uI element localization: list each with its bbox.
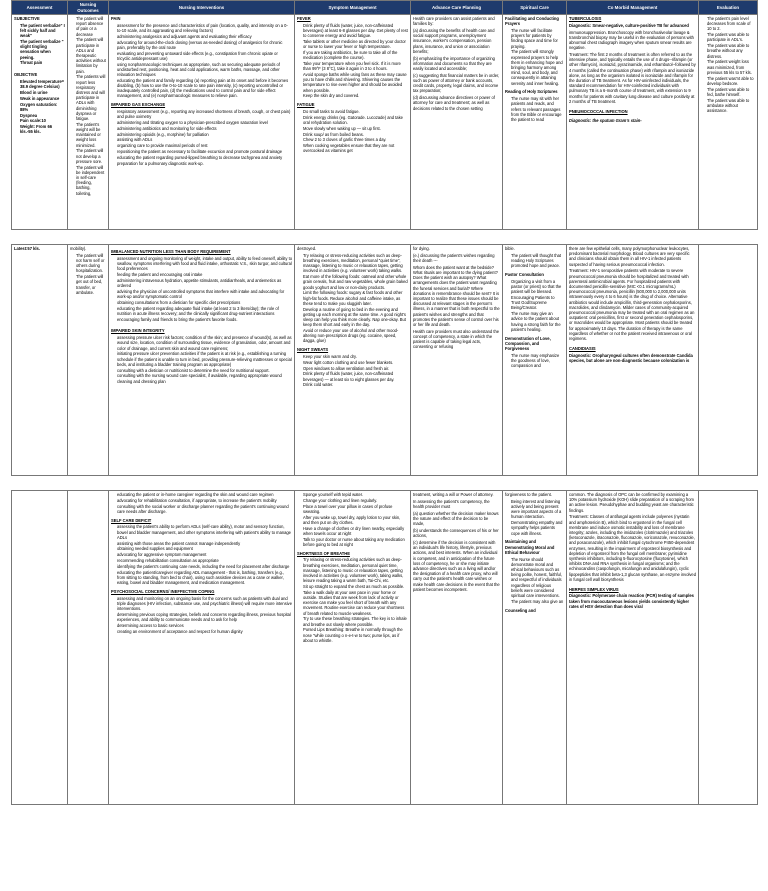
list-item: • educating the patient and family regarding (a) reporting pain at its onset and before it becomes disabling, (b) how to use the 0-to-10 scale to rate pain intensity, (c) reporting uncontrolled or inadequately controlled pain, (d) the medications used to control pain and for side effect management, and (e) nonpharmacologic measures to relieve pain. — [117, 78, 292, 99]
list-item: • Pain scale:10 — [20, 118, 65, 123]
list-item: • educating the patient/caregiver regarding ADL management - that is, bathing, transfers (e.g., from sitting to standing, from bed to chair), using such assistive devices as a cane or walker, eating, bowel and bladder management, and medication management. — [117, 570, 292, 586]
list-item: • Take your temperature when you feel sick. If it is more than 99°F (3 8°C), take it again in 3 to 4 hours. — [303, 61, 408, 71]
list-item: • Weight: From 66 kls.-55 kls. — [20, 124, 65, 134]
list-item: • advocating for rehabilitation consultation, if appropriate, to increase the patient's mobility — [117, 498, 292, 503]
list-item: • The nurse will facilitate prayers for patients by finding space and time for praying. — [511, 28, 564, 49]
list-item: • identifying the patient's continuing care needs, including the need for placement after discharge — [117, 564, 292, 569]
section-title: TUBERCULOSIS — [569, 16, 602, 21]
list-item: • Change your clothing and linen regularly. — [303, 498, 408, 503]
list-item: • The Nurse should demonstrate moral and ethical behaviours such as being polite, honest, faithful, and respectful of individuals regardless of religious beliefs were considered spiritual care interventions. — [511, 557, 564, 599]
assessment-cell — [12, 15, 68, 230]
comorbid-cell — [567, 245, 699, 476]
header-spiritual: Spiritual Care — [503, 1, 567, 15]
list-item: • assisting with those areas the patient cannot manage independently — [117, 541, 292, 546]
list-item: • advocating for aggressive symptom management — [117, 552, 292, 557]
list-item: • The patient was able to ambulate without assistance. — [707, 98, 755, 114]
section-title: IMPAIRED GAS EXCHANGE — [111, 102, 166, 108]
paragraph: Treatment: Classes of antifungal agents include polyenes (nystatin and amphotericin B), which bind to ergosterol in the fungal cell membrane and induce osmotic instability and loss of membrane integrity; azoles, including the imidazoles (clotrimazole) and triazoles (ketoconazole, itraconazole, fluconazole, voriconazole, revuconazole, and posaconazole), which inhibit fungal cytochrome P450-dependent enzymes, resulting in the impairment of ergosterol biosynthesis and depletion of ergosterol from the fungal cell membrane; pyrimidine synthesis inhibitors, including 5-fluorocytosine (flucytosine), which inhibits DNA and RNA synthesis in fungal organisms; and the echinocandins (caspofungin, micafungin and anidulafungin), cyclic lipopeptides that inhibit beta-1,3 glucan synthase, an enzyme involved in fungal cell wall biosynthesis — [569, 514, 696, 582]
list-item: • When cooking vegetables ensure that they are not overcooked as vitamins get — [303, 143, 408, 153]
interventions-cell — [109, 245, 295, 476]
list-item: • organizing care to provide maximal periods of rest — [117, 143, 292, 148]
list-item: • The patient will not develop a pressure sore. — [76, 148, 106, 164]
evaluation-cell — [699, 245, 758, 476]
spiritual-cell — [503, 245, 567, 476]
list-item: • The patient was'nt able to develop bedsore. — [707, 76, 755, 86]
comorbid-cell — [567, 15, 699, 230]
list-item: • Sponge yourself with tepid water. — [303, 492, 408, 497]
list-item: • Blood in urine — [20, 90, 65, 95]
paragraph: destroyed. — [297, 246, 317, 251]
list-item: • Place a towel over your pillow in cases of profuse sweating. — [303, 504, 408, 514]
acp-cell — [411, 245, 503, 476]
list-item: • The patient's pain level decreases from scale of 10 to 2. — [707, 16, 755, 32]
list-item: • Try relaxing or stress-reducing activities such as deep-breathing exercises, meditation, personal quiet time, massage, listening to music or relaxation tapes, getting involved in activities (e.g. volunteer work), taking walks, leisure reading taking a warm bath, Tai-Chi, etc. — [303, 557, 408, 583]
section-title: Reading of Holy Scriptures — [505, 89, 558, 95]
assessment-cell — [12, 245, 68, 476]
symptom-cell — [295, 491, 411, 805]
header-interventions: Nursing Interventions — [109, 1, 295, 15]
list-item: • Talk to your doctor or nurse about taking any medication before going to bed at night — [303, 537, 408, 547]
list-item: • Limit the following foods: sugary & fast foods and other high-fat foods. Reduce alcohol and caffeine intake, as these tend to make you sluggish later. — [303, 290, 408, 306]
section-title: SHORTNESS OF BREATHE — [297, 550, 350, 556]
list-item: • consulting with a dietician or nutritionist to determine the need for nutritional support. — [117, 368, 292, 373]
paragraph: Health care providers must also understand the concept of competency, a state in which the patient is capable of taking legal acts, consenting or refusing — [413, 328, 500, 350]
paragraph: (b) understands the consequences of his or her actions, — [413, 528, 499, 539]
evaluation-cell — [699, 15, 758, 230]
objective-label: OBJECTIVE — [14, 72, 38, 78]
section-title: IMPAIRED SKIN INTEGRITY — [111, 328, 165, 334]
list-item: • assessment for the presence and characteristics of pain (location, quality, and intensity on a 0-to-10 scale, and its aggravating and relieving factors) — [117, 23, 292, 33]
paragraph: (b) emphasizing the importance of organizing information and documents so that they are easily located and accessible; — [413, 55, 495, 72]
header-comorbid: Co Morbid Management — [567, 1, 699, 15]
header-outcomes: Nursing Outcomes — [68, 1, 109, 15]
list-item: • consulting with the social worker or discharge planner regarding the patient's continuing wound care needs after discharge. — [117, 504, 292, 514]
outcomes-cell — [68, 245, 109, 476]
list-item: • respiratory assessment (e.g., reporting any increased shortness of breath, cough, or chest pain) and pulse oximetry — [117, 109, 292, 119]
symptom-cell — [295, 15, 411, 230]
header-row — [12, 1, 758, 15]
list-item: • administering opioids (e.g., morphine) for palliation — [117, 132, 292, 137]
list-item: • encouraging family and friends to bring the patient's favorite foods. — [117, 317, 292, 322]
paragraph: (c) suggesting that financial matters be in order, such as power of attorney or bank accounts, credit cards, property, legal claims, and income tax preparation; — [413, 72, 500, 94]
section-title: CANDIDIASIS — [569, 345, 596, 351]
list-item: • feeding the patient and encouraging oral intake — [117, 272, 292, 277]
section-title: FEVER — [297, 16, 311, 21]
list-item: • The nurse may emphasize the goodness of love, compassion and — [511, 353, 564, 369]
list-item: • assessing the patient's ability to perform ADLs (self-care ability), motor and sensory function, bowel and bladder management, and other symptoms interfering with patient's ability to manage ADLs — [117, 524, 292, 540]
paragraph: In assessing the patient's competency, the health provider must — [413, 498, 490, 509]
header-assessment: Assessment — [12, 1, 68, 15]
list-item: • The patient will not harm self or others during hospitalization. — [76, 253, 106, 274]
list-item: • Drink plenty of fluids (water, juice, non-caffeinated beverages) at least 6-8 glasses per day. Get plenty of rest to conserve energy and avoid fatigue. — [303, 23, 408, 39]
section-title: Pastor Consultation — [505, 272, 544, 277]
list-item: • Weak in appearance — [20, 96, 65, 101]
list-item: • Sit up straight to expand the chest as much as possible. — [303, 584, 408, 589]
list-item: • Wear light cotton clothing and use fewer blankets. — [303, 360, 408, 365]
list-item: • educating the patient regarding adequate fluid intake (at least 2 to 3 liters/day); the role of nutrition in acute illness recovery; and the clinically significant drug-nutrient interactions — [117, 306, 292, 316]
section-title: Facilitating and Conducting Prayers — [505, 16, 559, 27]
list-item: • Have a change of clothes or dry linen nearby, especially when towels occur at night — [303, 526, 408, 536]
paragraph: Latest:57 kls. — [14, 246, 40, 251]
paragraph: mobility). — [70, 246, 87, 251]
list-item: • evaluating and preventing untoward side effects (e.g., constipation from chronic opiate or tricyclic antidepressant use) — [117, 51, 292, 61]
list-item: • Keep your skin warm and dry. — [303, 354, 408, 359]
table-row — [12, 491, 758, 805]
list-item: • The patient verbalize " slight tingling sensation when peeing. — [20, 39, 65, 60]
evaluation-cell — [699, 491, 758, 805]
list-item: • The patient was able to participate in ADL's. — [707, 32, 755, 42]
list-item: • Dyspnea — [20, 113, 65, 118]
paragraph: forgiveness to the patient. — [505, 492, 552, 497]
list-item: • Open windows to allow ventilation and fresh air. — [303, 366, 408, 371]
list-item: • Take a walk daily at your own pace in your home or outside. Studies that are week from lack of activity or exercise can make you feel short of breath with any movement. Routine exercise can reduce your shortness of breath related to muscle weakness. — [303, 590, 408, 616]
paragraph: Whom does the patient want at the bedside? What rituals are important to the dying patient? Does the patient wish an autopsy? What arrangements does the patient want regarding the funeral services and burial? Where donations in remembrance should be sent? It is important to realize that these issues should be discussed at relevant stages in the person's illness, in a manner that is both respectful to the patient's wishes and strengths and that promotes the patient's sense of control over his or her life and death. — [413, 264, 500, 328]
list-item: • Pursed Lips Breathing: Breathe in normally through the nose "while counting o n-e-t-w to two; purse lips, as if about to whistle. — [303, 627, 408, 643]
list-item: • Keep the skin dry and covered. — [303, 93, 408, 98]
list-item: • Drink soup/ as from boiled beans. — [303, 132, 408, 137]
paragraph: (e.) discussing the patient's wishes regarding their death --- — [413, 252, 495, 263]
list-item: • Avoid or reduce your use of alcohol and other mood-altering non-prescription drugs (eg. cocaine, speed, dagga, glue) — [303, 328, 408, 344]
list-item: • The nurse may give an advice to the patient about having a strong faith for the patient's healing. — [511, 311, 564, 332]
list-item: • The patient was able to fed, bathe himself. — [707, 87, 755, 97]
acp-cell — [411, 491, 503, 805]
list-item: • Try to use these breathing strategies. The key is to inhale and breathe out slowly where possible. — [303, 616, 408, 626]
list-item: • The patient verbalize" I felt sickly half and weak" — [20, 23, 65, 39]
section-title: FATIGUE — [297, 102, 315, 108]
section-title: NIGHT SWEATS — [297, 347, 329, 353]
paragraph: Treatment: HIV-1 seropositive patients with moderate to severe pneumococcal pneumonia should be hospitalized and treated with parenteral antimicrobial agents. For hospitalized patients with documented penicillin-sensitive (MIC <0.1 micrograms/mL) pneumococcal pneumonia, penicillin (500,000 to 2,000,000 units intravenously every 4 to 6 hours) is the drug of choice. Alternative antibiotics would include ampicillin, third-generation cephalosporins, macrolides, and clindamycin. Milder cases of community-acquired pneumococcal pneumonia may be treated with an oral regimen as an outpatient: oral penicillins, first or second generation cephalosporins, or macrolides would be appropriate. Most patients should be treated for approximately 10 days. The duration of therapy is the same regardless of whether or not the patient received intravenous or oral regimens. — [569, 268, 695, 342]
spiritual-cell — [503, 491, 567, 805]
list-item: • Move slowly when waking up — sit up first. — [303, 126, 408, 131]
list-item: • assessment and ongoing monitoring of weight, intake and output, ability to feed oneself, ability to swallow, symptoms interfering with food and fluid intake, orthostatic V.S., skin turgor, and cultural food preferences — [117, 256, 292, 272]
paragraph: immunosuppression. Bronchoscopy with bronchoalveolar lavage & transbronchial biopsy may be useful in the evaluation of persons with abnormal chest radiograph imagery when sputum smear results are negative. — [569, 29, 694, 51]
list-item: • preparation for a pulmonary diagnostic work-up. — [117, 161, 292, 166]
list-item: • recommending rehabilitation consultation as appropriate — [117, 558, 292, 563]
list-item: • After you wake up, towel dry, apply lotion to your skin, and then put on dry clothes. — [303, 515, 408, 525]
list-item: • consulting with the nursing wound care specialist, if available, regarding appropriate wound cleaning and dressing plan — [117, 373, 292, 383]
header-acp: Advance Care Planning — [411, 1, 503, 15]
list-item: • The patient weight loss was minimized, from previous 55 kls to 57 kls. — [707, 59, 755, 75]
section-title: PSYCHOSOCIAL CONCERNS/ INEFFECTIVE COPING — [111, 588, 215, 594]
list-item: • Drink cold water. — [303, 382, 408, 387]
list-item: • The patient will participate in ADLs and therapeutic activities without limitation by pain. — [76, 37, 106, 73]
subjective-label: SUBJECTIVE — [14, 16, 40, 21]
list-item: • administering and titrating oxygen to a physician-prescribed oxygen saturation level — [117, 120, 292, 125]
list-item: • The patient's weight will be maintained or weight loss minimized. — [76, 122, 106, 148]
list-item: • using nonpharmacologic techniques as appropriate, such as securing adequate periods of undisturbed rest, positioning, heat and cold applications, warm baths, massage, and other relaxation techniques — [117, 62, 292, 78]
list-item: • Drink plenty of fluids (water, juice, non-caffeinated beverages) — at least six to eight glasses per day. — [303, 371, 408, 381]
list-item: • obtaining needed supplies and equipment — [117, 546, 292, 551]
list-item: • The patient will report absence of pain or a decrease — [76, 16, 106, 37]
table-row — [12, 15, 758, 230]
list-item: • Oxygen saturation: 88% — [20, 102, 65, 112]
section-title: Counseling and — [505, 607, 536, 613]
list-item: • Develop a routine of going to bed in the evening and getting up each morning at the same time. A good night's sleep can help you think more clearly. Nap one-okay. But keep them short and early in the day. — [303, 307, 408, 328]
section-title: SELF CARE DEFICIT — [111, 517, 152, 523]
section-title: HERPES SIMPLEX VIRUS — [569, 586, 619, 592]
list-item: • advising the physician of uncontrolled symptoms that interfere with intake and advocating for work-up and/or symptomatic control — [117, 289, 292, 299]
list-item: • advocating for around-the-clock dosing (versus as-needed dosing) of analgesics for chronic pain, preferably by the oral route — [117, 40, 292, 50]
list-item: • administering analgesics and adjuvant agents and evaluating their efficacy — [117, 34, 292, 39]
list-item: • If you are taking antibiotics, be sure to take all of the medication (complete the course). — [303, 50, 408, 60]
list-item: • The patient will strongly expressed prayers to help them in enhancing hope and bringing harmony among mind, soul, and body, and consequently in attaining serenity and inner healing. — [511, 49, 564, 85]
list-item: • educating the patient or in-home caregiver regarding the skin and wound care regimen — [117, 492, 292, 497]
list-item: • The patient will get out of bed, transfer, or ambulate. — [76, 274, 106, 295]
assessment-cell — [12, 491, 68, 805]
paragraph: Diagnostic: Polymerase chain reaction (PCR) testing of samples taken from mucocutaneous lesions yields consistently higher rates of HSV detection than does viral — [569, 593, 694, 609]
care-plan-table — [11, 0, 758, 805]
list-item: • administering intravenous hydration, appetite stimulants, antidiarrheals, and antiemetics as ordered — [117, 278, 292, 288]
paragraph: Treatment: The first 2 months of treatment is often referred to as the intensive phase, and typically entails the use of 4 drugs--rifampin (or other rifamycin), isoniazid, pyrazinamide, and ethambutol--followed by 4 months (called the continuation phase) with rifampin and isoniazide alone, as long as the organism isolated is isoniazide and rifampin for the duration of TB treatment. As for HIV-uninfected individuals, the standard recommendation for HIV-coinfected individuals with pulmonary TB is a 6-month course of treatment, with extension to 9 months for patients with cavitary lung disease and culture positivity at 2 months of TB treatment. — [569, 52, 696, 104]
paragraph: there are few epithelial cells, many polymorphonuclear leukocytes, predominant bacterial morphology. Blood cultures are very specific and clinicians should obtain them in all HIV-1 infected patients suspected of having serious pneumococcal infection. — [569, 246, 690, 267]
paragraph: for dying. — [413, 246, 430, 251]
paragraph: Health care providers can assist patients and families by: — [413, 16, 495, 27]
list-item: • The patient may also give an — [511, 599, 564, 604]
list-item: • Do small tasks to avoid fatigue. — [303, 109, 408, 114]
paragraph: (a) question whether the decision maker knows the nature and effect of the decision to be made, — [413, 510, 499, 527]
outcomes-cell — [68, 491, 109, 805]
interventions-cell — [109, 15, 295, 230]
list-item: • obtaining consultations from a dietician for specific diet prescriptions — [117, 300, 292, 305]
list-item: • The patients will report less respiratory distress and will participate in ADLs with diminishing dyspnea or fatigue. — [76, 74, 106, 121]
paragraph: (c) determine if the decision is consistent with an individual's life history, lifestyle, previous actions, and best interests. When an individual is competent, and in anticipation of the future loss of competency, he or she may initiate advance directives such as a living will and/or the designation of a health care proxy, who will carry out the patient's health care wishes or make health care decisions in the event that the patient becomes incompetent. — [413, 540, 500, 592]
section-title: PNEUMOCOCCAL INFECTION — [569, 108, 628, 114]
list-item: • Encouraging Patients to Trust God/Supreme Being/Creator. — [511, 295, 564, 311]
list-item: • Throat pain — [20, 60, 65, 65]
spiritual-cell — [503, 15, 567, 230]
list-item: • educating the patient regarding pursed-lipped breathing to decrease tachypnea and anxiety — [117, 155, 292, 160]
section-title: IMBALANCED NUTRITION LESS THAN BODY REQUIREMENT — [111, 249, 231, 254]
paragraph: Diagnostic: Smear-negative, culture-positive TB for advanced — [569, 22, 689, 28]
list-item: • Eat more of the following foods: oatmeal and other whole grain cereals, fruit and raw vegetables, whole grain baked goods yoghurt and low or non-dairy products. — [303, 274, 408, 290]
paragraph: (d) discussing advance directives or power of attorney for care and treatment; as well as decisions related to the chosen setting — [413, 95, 495, 111]
list-item: • assessing pressure ulcer risk factors; condition of the skin; and presence of wound(s), as well as wound size, location, condition of surrounding tissue, evidence of granulation, odor, amount and color of drainage, and current skin and wound care regimens; — [117, 335, 292, 351]
list-item: • Drink energy drinks (eg. Gatorade. Lucozade) and take oral rehydration solution. — [303, 115, 408, 125]
header-symptom: Symptom Management — [295, 1, 411, 15]
paragraph: Diagnostic: Oropharyngeal cultures often demonstrate Candida species, but alone are non-diagnostic because colonization is — [569, 352, 693, 363]
list-item: • creating an environment of acceptance and respect for human dignity — [117, 629, 292, 634]
table-row — [12, 245, 758, 476]
outcomes-cell — [68, 15, 109, 230]
list-item: • The patient was able to breathe without any distress. — [707, 43, 755, 59]
list-item: • assessing and monitoring on an ongoing basis for the concerns such as patients with dual and triple diagnoses (HIV infection, substance use, and psychiatric illness) will require more intensive interventions. — [117, 596, 292, 612]
list-item: • Avoid sponge baths while using fans as these may cause you to have chills and shivering. Shivering causes the temperature to rise even higher and should be avoided when possible. — [303, 72, 408, 93]
paragraph: Diagnostic: the sputum Gram's stain- — [569, 118, 642, 124]
symptom-cell — [295, 245, 411, 476]
list-item: • Take tablets or other medicine as directed by your doctor or nurse to lower your fever or high temperature. — [303, 39, 408, 49]
list-item: • Try relaxing or stress-reducing activities such as deep-breathing exercises, meditation, personal "quiet time", massage, listening to music or relaxation tapes, getting involved in activities (e.g. volunteer work) taking walks. — [303, 253, 408, 274]
list-item: • Demonstrating empathy and sympathy helps patients cope with illness. — [511, 520, 564, 536]
list-item: • Being interest and listening actively and being present were important aspects of a human interaction. — [511, 499, 564, 520]
list-item: • The patient will be independent in self-care (feeding, bathing, toileting, — [76, 165, 106, 196]
list-item: • The nurse may sit with her patients and reads, and refers to relevant passages from the Bible or encourage the patient to read — [511, 96, 564, 122]
header-evaluation: Evaluation — [699, 1, 758, 15]
list-item: • Elevated temperature= 38.9 degree Celsius) — [20, 79, 65, 89]
list-item: • administering antibiotics and monitoring for side effects — [117, 126, 292, 131]
comorbid-cell — [567, 491, 699, 805]
section-title: Demonstration of Love, Compassion, and Forgiveness — [505, 335, 551, 352]
list-item: • Chew 2 to 3 cloves of garlic three times a day. — [303, 137, 408, 142]
section-title: Maintaining and Demonstrating Moral and Ethical Behaviour — [505, 539, 555, 555]
paragraph: treatment, writing a will or Power of attorney. — [413, 492, 494, 497]
paragraph: common. The diagnosis of OPC can be confirmed by examining a 10% potassium hydroxide (KOH) slide preparation of a scraping from an active lesion. Pseudohyphae and budding yeast are characteristic findings. — [569, 492, 694, 513]
acp-cell — [411, 15, 503, 230]
list-item: • assisting with ADLs — [117, 137, 292, 142]
list-item: • determining access to basic services — [117, 623, 292, 628]
list-item: • Organizing a visit from a pastor (or priest) so that the patient will be blessed. — [511, 279, 564, 295]
list-item: • determining previous coping strategies, beliefs and concerns regarding illness, previous hospital experiences, and ability to communicate needs and to ask for help — [117, 612, 292, 622]
paragraph: (a) discussing the benefits of health care and social support programs, unemployment insurance, worker's compensation, pension plans, insurance, and union or association benefits; — [413, 28, 495, 54]
section-title: PAIN — [111, 16, 121, 21]
list-item: • initiating pressure ulcer prevention activities if the patient is at risk (e.g., establishing a turning schedule if the patient is unable to turn in bed, providing pressure-relieving mattresses or special beds, and instituting a bladder training program as appropriate) — [117, 351, 292, 367]
paragraph: bible. — [505, 246, 515, 251]
interventions-cell — [109, 491, 295, 805]
list-item: • repositioning the patient as necessary to facilitate excursion and promote postural drainage — [117, 149, 292, 154]
list-item: • The patient will thought that reading Holy Scriptures promoted hope and peace. — [511, 253, 564, 269]
